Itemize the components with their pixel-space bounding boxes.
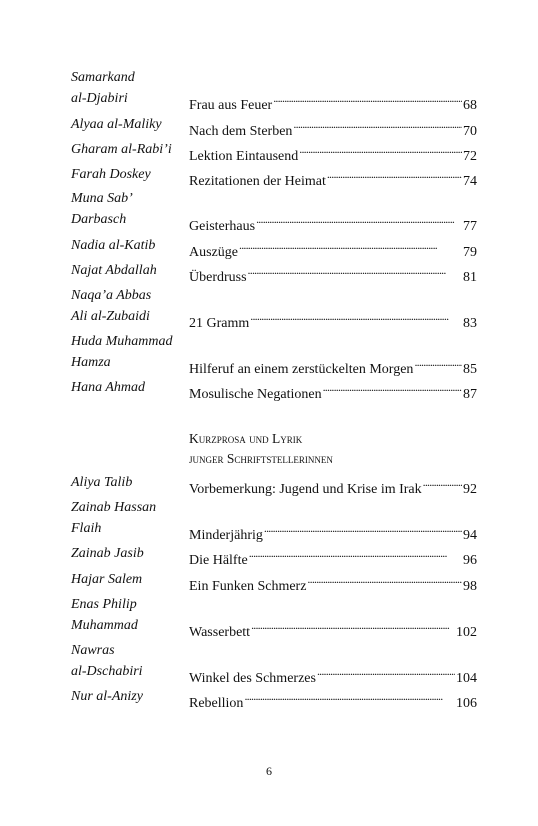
entry-author: [71, 114, 187, 135]
entry-page-number: 83: [463, 316, 477, 331]
dot-leader: [327, 164, 462, 185]
entry-title-line: [189, 661, 477, 689]
entry-title: Minderjährig: [189, 528, 263, 543]
entry-title: Nach dem Sterben: [189, 124, 293, 139]
entry-title-line: [189, 615, 477, 643]
author-line: Muna Sab’: [71, 191, 133, 206]
entry-page-number: 92: [463, 482, 477, 497]
entry-author: [71, 686, 187, 707]
entry-author: [71, 139, 187, 160]
author-line: Alyaa al-Maliky: [71, 117, 162, 132]
dot-leader: [317, 661, 455, 682]
entry-title-line: [189, 260, 477, 288]
author-line: Hana Ahmad: [71, 380, 146, 395]
entry-page-number: 81: [463, 270, 477, 285]
dot-leader: [423, 472, 462, 493]
entry-title: Lektion Eintausend: [189, 149, 299, 164]
entry-title: Hilferuf an einem zerstückelten Morgen: [189, 362, 414, 377]
entry-page-number: 104: [456, 671, 477, 686]
author-line: Muhammad: [71, 618, 138, 633]
entry-page-number: 74: [463, 174, 477, 189]
entry-author: [71, 285, 187, 327]
entry-title-line: [189, 352, 477, 380]
entry-title-line: [189, 114, 477, 142]
entry-title-line: [189, 543, 477, 571]
author-line: al-Dschabiri: [71, 664, 143, 679]
dot-leader: [307, 569, 462, 590]
entry-page-number: 98: [463, 579, 477, 594]
entry-author: [71, 260, 187, 281]
entry-author: [71, 569, 187, 590]
entry-title: Auszüge: [189, 245, 238, 260]
author-line: Najat Abdallah: [71, 263, 157, 278]
entry-author: [71, 472, 187, 493]
entry-title: Mosulische Negationen: [189, 387, 322, 402]
entry-author: [71, 67, 187, 109]
entry-title-line: [189, 139, 477, 167]
entry-page-number: 85: [463, 362, 477, 377]
entry-page-number: 72: [463, 149, 477, 164]
author-line: Naqa’a Abbas: [71, 288, 152, 303]
entry-title-line: [189, 686, 477, 714]
entry-title-line: [189, 472, 477, 500]
dot-leader: [414, 352, 462, 373]
entry-author: [71, 594, 187, 636]
entry-author: [71, 377, 187, 398]
dot-leader: [248, 260, 462, 281]
dot-leader: [244, 686, 455, 707]
entry-title: Frau aus Feuer: [189, 98, 273, 113]
author-line: Enas Philip: [71, 597, 137, 612]
entry-title: Überdruss: [189, 270, 247, 285]
entry-title: Wasserbett: [189, 625, 251, 640]
author-line: Hajar Salem: [71, 572, 143, 587]
dot-leader: [251, 615, 455, 636]
dot-leader: [264, 518, 462, 539]
entry-title-line: [189, 306, 477, 334]
entry-page-number: 79: [463, 245, 477, 260]
entry-title: Vorbemerkung: Jugend und Krise im Irak: [189, 482, 422, 497]
entry-page-number: 77: [463, 219, 477, 234]
entry-page-number: 106: [456, 696, 477, 711]
entry-author: [71, 331, 187, 373]
author-line: Darbasch: [71, 212, 127, 227]
entry-title: Winkel des Schmerzes: [189, 671, 316, 686]
entry-title-line: [189, 88, 477, 116]
author-line: Nadia al-Katib: [71, 238, 156, 253]
author-line: al-Djabiri: [71, 91, 128, 106]
entry-title: Geisterhaus: [189, 219, 256, 234]
entry-author: [71, 640, 187, 682]
entry-page-number: 68: [463, 98, 477, 113]
author-line: Flaih: [71, 521, 102, 536]
dot-leader: [293, 114, 462, 135]
entry-title: Rezitationen der Heimat: [189, 174, 326, 189]
section-heading: [189, 429, 489, 469]
entry-title-line: [189, 569, 477, 597]
section-heading-line: Kurzprosa und Lyrik: [189, 431, 303, 446]
entry-title-line: [189, 518, 477, 546]
dot-leader: [250, 306, 462, 327]
entry-title-line: [189, 377, 477, 405]
author-line: Huda Muhammad: [71, 334, 173, 349]
entry-title: Ein Funken Schmerz: [189, 579, 307, 594]
entry-page-number: 96: [463, 553, 477, 568]
author-line: Samarkand: [71, 70, 135, 85]
entry-title: 21 Gramm: [189, 316, 250, 331]
dot-leader: [273, 88, 462, 109]
author-line: Aliya Talib: [71, 475, 133, 490]
entry-author: [71, 164, 187, 185]
entry-page-number: 102: [456, 625, 477, 640]
entry-page-number: 87: [463, 387, 477, 402]
entry-title: Rebellion: [189, 696, 244, 711]
entry-title: Die Hälfte: [189, 553, 248, 568]
dot-leader: [249, 543, 462, 564]
dot-leader: [256, 209, 462, 230]
author-line: Hamza: [71, 355, 111, 370]
entry-author: [71, 543, 187, 564]
author-line: Zainab Hassan: [71, 500, 157, 515]
entry-author: [71, 497, 187, 539]
author-line: Ali al-Zubaidi: [71, 309, 150, 324]
section-heading-line: junger Schriftstellerinnen: [189, 451, 333, 466]
author-line: Nawras: [71, 643, 115, 658]
entry-author: [71, 235, 187, 256]
author-line: Gharam al-Rabi’i: [71, 142, 172, 157]
entry-author: [71, 188, 187, 230]
entry-title-line: [189, 209, 477, 237]
entry-page-number: 70: [463, 124, 477, 139]
author-line: Nur al-Anizy: [71, 689, 143, 704]
entry-page-number: 94: [463, 528, 477, 543]
author-line: Farah Doskey: [71, 167, 151, 182]
author-line: Zainab Jasib: [71, 546, 144, 561]
dot-leader: [239, 235, 462, 256]
entry-title-line: [189, 235, 477, 263]
entry-title-line: [189, 164, 477, 192]
dot-leader: [323, 377, 462, 398]
dot-leader: [299, 139, 462, 160]
page-number: 6: [266, 764, 272, 778]
